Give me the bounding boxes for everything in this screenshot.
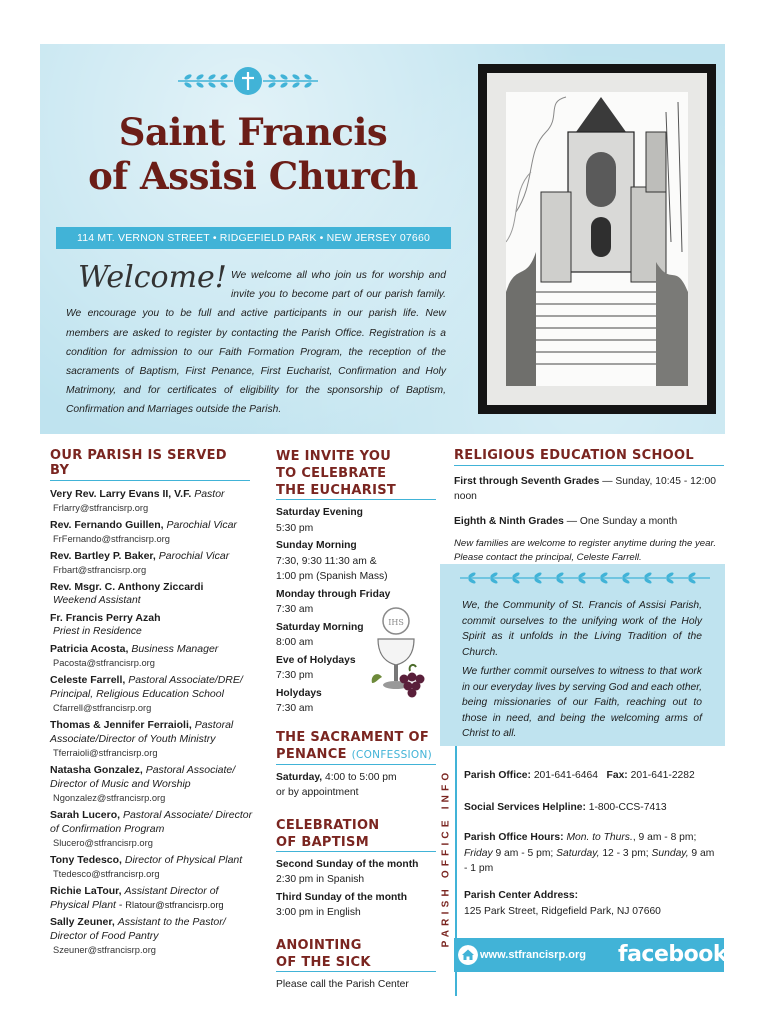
mass-schedule (276, 505, 436, 717)
social-label: Social Services Helpline: (464, 802, 586, 813)
staff-email[interactable]: Szeuner@stfrancisrp.org (53, 945, 156, 955)
baptism-label: Third Sunday of the month (276, 891, 407, 903)
staff-role: Business Manager (131, 643, 219, 655)
church-illustration-icon (506, 92, 688, 386)
staff-name: Sally Zeuner, (50, 916, 115, 928)
staff-role: Assistant to the Pastor/ Director of Food Pantry (50, 916, 226, 942)
staff-name: Rev. Msgr. C. Anthony Ziccardi (50, 581, 204, 593)
staff-entry (50, 642, 260, 670)
baptism-heading-l2: OF BAPTISM (276, 834, 369, 850)
staff-entry (50, 808, 260, 850)
anointing-heading (276, 937, 436, 972)
staff-email[interactable]: Ttedesco@stfrancisrp.org (53, 869, 160, 879)
staff-email[interactable]: Rlatour@stfrancisrp.org (125, 900, 224, 910)
mass-label: Saturday Evening (276, 507, 363, 518)
staff-role: Weekend Assistant (53, 595, 141, 606)
eucharist-heading-l2: TO CELEBRATE (276, 466, 387, 481)
address-bar: 114 MT. VERNON STREET • RIDGEFIELD PARK • NEW JERSEY 07660 (56, 227, 451, 249)
staff-entry (50, 487, 260, 515)
office-social-row (464, 800, 719, 816)
welcome-paragraph (66, 266, 446, 420)
staff-email[interactable]: Cfarrell@stfrancisrp.org (53, 703, 152, 713)
grades-time: — One Sunday a month (566, 516, 678, 527)
staff-role: Pastor (194, 488, 225, 500)
staff-role: Assistant Director of Physical Plant (50, 885, 219, 911)
staff-name: Celeste Farrell, (50, 674, 126, 686)
staff-email[interactable]: Tferraioli@stfrancisrp.org (53, 748, 158, 758)
center-address: 125 Park Street, Ridgefield Park, NJ 07660 (464, 905, 661, 917)
church-title (68, 110, 438, 198)
mass-label: Monday through Friday (276, 588, 391, 600)
staff-entry (50, 915, 260, 957)
penance-heading-l1: THE SACRAMENT OF (276, 729, 430, 745)
mass-label: Saturday Morning (276, 621, 364, 633)
mass-time: 5:30 pm (276, 522, 314, 534)
staff-name: Tony Tedesco, (50, 854, 122, 866)
office-phone-row (464, 768, 719, 784)
staff-email[interactable]: Slucero@stfrancisrp.org (53, 838, 153, 848)
social-number[interactable]: 1-800-CCS-7413 (588, 802, 667, 813)
welcome-heading: Welcome! (78, 260, 227, 295)
staff-entry (50, 580, 260, 608)
church-picture-frame (478, 64, 716, 414)
grades-label: First through Seventh Grades (454, 476, 600, 487)
office-address-row (464, 888, 719, 919)
staff-name: Sarah Lucero, (50, 809, 121, 821)
staff-name: Rev. Fernando Guillen, (50, 519, 164, 531)
staff-entry (50, 611, 260, 639)
bulletin-page (40, 44, 735, 996)
mass-time: 7:30 pm (276, 670, 314, 681)
fax-label: Fax: (606, 770, 628, 781)
staff-email[interactable]: Frbart@stfrancisrp.org (53, 565, 147, 575)
chalice-icon (364, 605, 426, 705)
mission-statement-box (440, 564, 725, 746)
fax-number: 201-641-2282 (630, 770, 695, 781)
grades-label: Eighth & Ninth Grades (454, 516, 564, 527)
center-label: Parish Center Address: (464, 890, 579, 901)
staff-email[interactable]: Frlarry@stfrancisrp.org (53, 503, 149, 513)
staff-entry (50, 718, 260, 760)
anointing-heading-l1: ANOINTING (276, 937, 362, 953)
religious-ed-column (454, 448, 724, 564)
baptism-schedule (276, 857, 436, 921)
staff-entry (50, 549, 260, 577)
penance-heading (276, 729, 436, 765)
mass-time: 7:30 am (276, 604, 314, 615)
hours-time: , 9 am - 8 pm; (632, 832, 697, 843)
staff-name: Thomas & Jennifer Ferraioli, (50, 719, 192, 731)
baptism-label: Second Sunday of the month (276, 858, 419, 870)
welcome-text: We welcome all who join us for worship and invite you to become part of our parish family. We encourage you to be full and active participants in our parish life. New members are asked to register by contacting the Parish Office. Registration is a condition for admission to our Faith Formation Program, the reception of the sacraments of Baptism, First Penance, First Eucharist, Confirmation and Holy Matrimony, and for certificates of eligibility for the sponsorship of Baptism, Confirmation and Marriages outside the Parish. (66, 270, 446, 416)
hours-time: 9 am - 1 pm (464, 847, 715, 874)
mass-label: Holydays (276, 687, 322, 699)
hours-day: Mon. to Thurs. (566, 832, 633, 843)
anointing-info (276, 977, 436, 993)
staff-name: Fr. Francis Perry Azah (50, 612, 161, 624)
staff-role: Pastoral Associate/ Director of Confirmation Program (50, 809, 253, 835)
mass-time: 8:00 am (276, 637, 314, 648)
staff-role: Parochial Vicar (166, 519, 237, 531)
penance-heading-l2: PENANCE (276, 746, 347, 762)
mission-paragraph-1: We, the Community of St. Francis of Assisi Parish, commit ourselves to the unifying work of the Holy Spirit as it unfolds in the Living Tradition of the Church. (462, 600, 702, 658)
religious-ed-heading: RELIGIOUS EDUCATION SCHOOL (454, 448, 724, 466)
website-link[interactable]: www.stfrancisrp.org (480, 949, 586, 961)
staff-name: Rev. Bartley P. Baker, (50, 550, 156, 562)
staff-name: Patricia Acosta, (50, 643, 129, 655)
home-icon (458, 945, 478, 965)
mass-label: Sunday Morning (276, 540, 357, 551)
staff-entry: Richie LaTour, Assistant Director of Physical Plant - Rlatour@stfrancisrp.org (50, 885, 224, 911)
anointing-heading-l2: OF THE SICK (276, 954, 371, 970)
parish-heading: OUR PARISH IS SERVED BY (50, 448, 250, 481)
hours-day: Saturday, (556, 847, 600, 859)
hours-day: Sunday, (651, 847, 689, 859)
hours-label: Parish Office Hours: (464, 832, 564, 843)
staff-entry (50, 763, 260, 805)
penance-label: Saturday, (276, 771, 323, 783)
eucharist-heading-l3: THE EUCHARIST (276, 483, 397, 498)
baptism-heading-l1: CELEBRATION (276, 817, 380, 833)
anointing-text: Please call the Parish Center (276, 978, 409, 990)
sacraments-column (276, 448, 436, 992)
religious-ed-note: New families are welcome to register anytime during the year. Please contact the principal, Celeste Farrell. (454, 538, 716, 563)
hours-time: 12 - 3 pm; (599, 847, 652, 859)
hours-day: Friday (464, 847, 493, 859)
staff-role: Pastoral Associate/DRE/ Principal, Religious Education School (50, 674, 243, 700)
mass-time: 7:30 am (276, 703, 314, 714)
baptism-heading (276, 817, 436, 852)
confession-label: (CONFESSION) (351, 748, 433, 761)
eucharist-heading-l1: WE INVITE YOU (276, 449, 392, 464)
svg-text:IHS: IHS (388, 618, 404, 627)
penance-time: 4:00 to 5:00 pm (325, 771, 397, 783)
staff-email[interactable]: FrFernando@stfrancisrp.org (53, 534, 170, 544)
hours-time: 9 am - 5 pm; (492, 847, 557, 859)
staff-role: Pastoral Associate/ Director of Music and Worship (50, 764, 236, 790)
office-vertical-label (438, 768, 454, 948)
religious-ed-grades-1 (454, 474, 724, 504)
phone-label: Parish Office: (464, 770, 531, 781)
eucharist-heading (276, 448, 436, 500)
mass-time: 1:00 pm (Spanish Mass) (276, 571, 388, 582)
staff-entry (50, 518, 260, 546)
office-vertical-text: PARISH OFFICE INFO (440, 768, 452, 948)
grades-time: — Sunday, 10:45 - 12:00 noon (454, 476, 716, 502)
religious-ed-grades-2 (454, 514, 724, 529)
mission-paragraph-2: We further commit ourselves to witness to that work in our everyday lives by serving God and each other, being missionaries of our Faith, reaching out to those in need, and being the welcoming arms of Christ to all. (462, 666, 702, 740)
hero-banner (40, 44, 725, 434)
cross-ornament-icon (178, 66, 318, 96)
staff-entry (50, 853, 260, 881)
staff-name: Very Rev. Larry Evans II, V.F. (50, 488, 192, 500)
footer-bar (454, 938, 735, 972)
staff-name: Richie LaTour, (50, 885, 122, 897)
staff-email[interactable]: Ngonzalez@stfrancisrp.org (53, 793, 166, 803)
office-hours-row (464, 830, 719, 877)
staff-role: Parochial Vicar (158, 550, 230, 562)
staff-role: Priest in Residence (53, 626, 142, 637)
baptism-time: 2:30 pm in Spanish (276, 874, 365, 885)
staff-email[interactable]: Pacosta@stfrancisrp.org (53, 658, 155, 668)
title-line-2: of Assisi Church (88, 154, 418, 198)
mass-label: Eve of Holydays (276, 654, 356, 666)
baptism-time: 3:00 pm in English (276, 907, 361, 918)
mass-time: 7:30, 9:30 11:30 am & (276, 555, 377, 567)
staff-role: Director of Physical Plant (124, 854, 243, 866)
church-drawing (506, 92, 688, 386)
facebook-logo[interactable]: facebook. (618, 942, 735, 967)
phone-number[interactable]: 201-641-6464 (533, 770, 598, 781)
penance-schedule (276, 770, 436, 801)
title-line-1: Saint Francis (118, 110, 388, 154)
staff-entry (50, 673, 260, 715)
parish-staff-column (50, 448, 260, 960)
penance-appointment: or by appointment (276, 787, 359, 798)
vine-ornament-icon (460, 570, 710, 586)
staff-role: Pastoral Associate/Director of Youth Ministry (50, 719, 234, 745)
staff-name: Natasha Gonzalez, (50, 764, 143, 776)
